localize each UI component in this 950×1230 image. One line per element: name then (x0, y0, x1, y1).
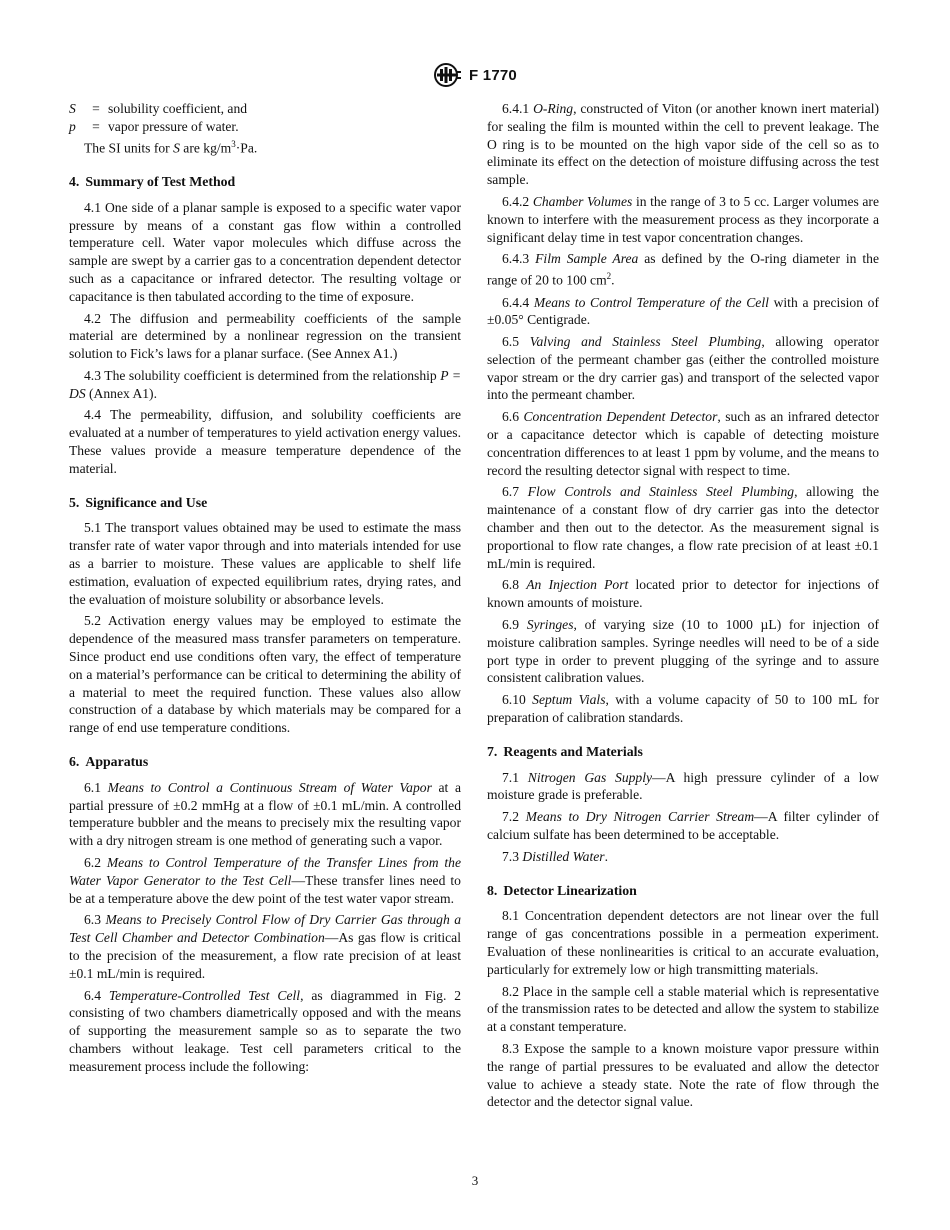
left-column (69, 100, 461, 1080)
section-heading-8: 8. Detector Linearization (487, 882, 637, 898)
definition-equals: = (92, 118, 100, 134)
paragraph-6-10: 6.10 Septum Vials, with a volume capacity of 50 to 100 mL for preparation of calibration standards. (487, 692, 879, 726)
paragraph-6-9: 6.9 Syringes, of varying size (10 to 1000 µL) for injection of moisture calibration samples. Syringe needles will need to be of a side port type in order to prevent plugging of the syringe and to assure consistent calibration values. (487, 617, 880, 686)
definition-equals: = (92, 101, 100, 116)
paragraph-5-2: 5.2 Activation energy values may be employed to estimate the dependence of the measured mass transfer parameters on temperature. Since product end use conditions often vary, the effect of temperature on a material’s performance can be critical to determining the ability of a material to meet the required function. These values also allow construction of a database by which materials may be compared for a range of end use temperature conditions. (69, 613, 461, 736)
section-heading-5: 5. Significance and Use (69, 494, 208, 510)
definition-symbol: p (69, 118, 76, 134)
page-number: 3 (471, 1173, 479, 1188)
paragraph-7-3: 7.3 Distilled Water. (502, 848, 608, 864)
paragraph-6-8: 6.8 An Injection Port located prior to detector for injections of known amounts of moisture. (487, 577, 879, 611)
definition-row (69, 100, 461, 118)
paragraph-4-2: 4.2 The diffusion and permeability coefficients of the sample material are determined by a nonlinear regression on the transient solution to Fick’s laws for a planar surface. (See Annex A1.) (69, 310, 461, 362)
paragraph-8-3: 8.3 Expose the sample to a known moisture vapor pressure within the range of partial pressures to be evaluated and allow the detector value to achieve a steady state. Note the rate of flow through the detector and the detector signal value. (487, 1040, 879, 1110)
paragraph-6-4-1: 6.4.1 O-Ring, constructed of Viton (or another known inert material) for sealing the film is mounted within the cell to prevent leakage. The O ring is to be mounted on the high vapor side of the cell so as to eliminate its effect on the detection of moisture diffusing across the test sample. (487, 101, 879, 188)
paragraph-6-7: 6.7 Flow Controls and Stainless Steel Plumbing, allowing the maintenance of a constant flow of dry carrier gas into the detector chamber and then out to the detector. As the measurement signal is proportional to flow rate changes, a flow rate precision of at least ±0.1 mL/min is required. (487, 484, 880, 571)
paragraph-7-1: 7.1 Nitrogen Gas Supply—A high pressure cylinder of a low moisture grade is preferable. (487, 769, 880, 803)
definition-row (69, 118, 461, 136)
section-heading-7: 7. Reagents and Materials (487, 743, 643, 759)
paragraph-6-4-3: 6.4.3 Film Sample Area as defined by the O-ring diameter in the range of 20 to 100 $cm^2$. (487, 251, 879, 288)
paragraph-6-5: 6.5 Valving and Stainless Steel Plumbing, allowing operator selection of the permeant chamber gas (either the controlled moisture vapor stream or the dry carrier gas) and transport of the selected vapor into the permeant chamber. (487, 334, 880, 403)
section-heading-6: 6. Apparatus (69, 754, 149, 770)
paragraph-6-2: 6.2 Means to Control Temperature of the Transfer Lines from the Water Vapor Generator to the Test Cell—These transfer lines need to be at a temperature above the dew point of the test water vapor stream. (69, 855, 461, 906)
paragraph-7-2: 7.2 Means to Dry Nitrogen Carrier Stream—A filter cylinder of calcium sulfate has been determined to be acceptable. (487, 809, 879, 843)
paragraph-8-2: 8.2 Place in the sample cell a stable material which is representative of the transmission rates to be detected and allow the system to stabilize at a constant temperature. (487, 983, 879, 1035)
paragraph-6-4: 6.4 Temperature-Controlled Test Cell, as diagrammed in Fig. 2 consisting of two chambers diametrically opposed and with the means of supporting the measurement sample so as to separate the two chambers without leakage. Test cell parameters critical to the measurement process include the following: (69, 987, 462, 1074)
paragraph-6-4-4: 6.4.4 Means to Control Temperature of the Cell with a precision of ±0.05° Centigrade. (487, 294, 879, 328)
paragraph-6-3: 6.3 Means to Precisely Control Flow of Dry Carrier Gas through a Test Cell Chamber and Detector Combination—As gas flow is critical to the precision of the measurement, a flow rate precision of at least ±0.1 mL/min is required. (69, 912, 461, 981)
paragraph-4-1: 4.1 One side of a planar sample is exposed to a specific water vapor pressure by means of a constant gas flow within a controlled temperature cell. Water vapor molecules which diffuse across the sample are swept by a carrier gas to a concentration dependent detector such as a capacitance or infrared detector. The resulting voltage or capacitance is then tabulated according to the time of exposure. (69, 199, 461, 304)
right-column (487, 100, 879, 1115)
section-heading-4: 4. Summary of Test Method (69, 173, 236, 189)
definition-text: solubility coefficient, and (108, 101, 248, 116)
definition-text: vapor pressure of water. (108, 118, 239, 134)
paragraph-4-4: 4.4 The permeability, diffusion, and solubility coefficients are evaluated at a number of temperatures to yield activation energy values. These values provide a measure temperature dependence of the material. (69, 407, 461, 476)
page-header (0, 62, 950, 88)
paragraph-5-1: 5.1 The transport values obtained may be used to estimate the mass transfer rate of water vapor through and into materials intended for use as a barrier to moisture. These values are applicable to shelf life estimation, evaluation of expected equilibrium rates, drying rates, and the evaluation of moisture solubility or absorbance levels. (69, 520, 461, 607)
standard-number: F 1770 (469, 66, 517, 84)
paragraph-6-1: 6.1 Means to Control a Continuous Stream of Water Vapor at a partial pressure of ±0.2 mmHg at a flow of ±0.1 mL/min. A controlled temperature bubbler and the means to precisely mix the resulting vapor with a dry nitrogen stream is one method of generating such a vapor. (69, 779, 461, 849)
paragraph-6-6: 6.6 Concentration Dependent Detector, such as an infrared detector or a capacitance detector which is capable of detecting moisture concentration differences to at least 1 ppm by volume, and the means to record the resulting detector signal with respect to time. (487, 409, 879, 478)
definition-symbol: S (69, 101, 76, 116)
si-units-note: The SI units for S are $kg/m^3\cdot Pa$. (84, 138, 258, 156)
paragraph-6-4-2: 6.4.2 Chamber Volumes in the range of 3 to 5 cc. Larger volumes are known to interfere with the measurement process as they incorporate a significant delay time in test vapor concentration changes. (487, 193, 879, 245)
paragraph-8-1: 8.1 Concentration dependent detectors are not linear over the full range of gas concentrations possible in a permeation experiment. Evaluation of these nonlinearities is critical to an accurate evaluation, particularly for extremely low or high transmitting materials. (487, 908, 879, 977)
paragraph-4-3: 4.3 The solubility coefficient is determined from the relationship P = DS (Annex A1). (69, 367, 461, 401)
astm-logo-icon (433, 62, 463, 88)
